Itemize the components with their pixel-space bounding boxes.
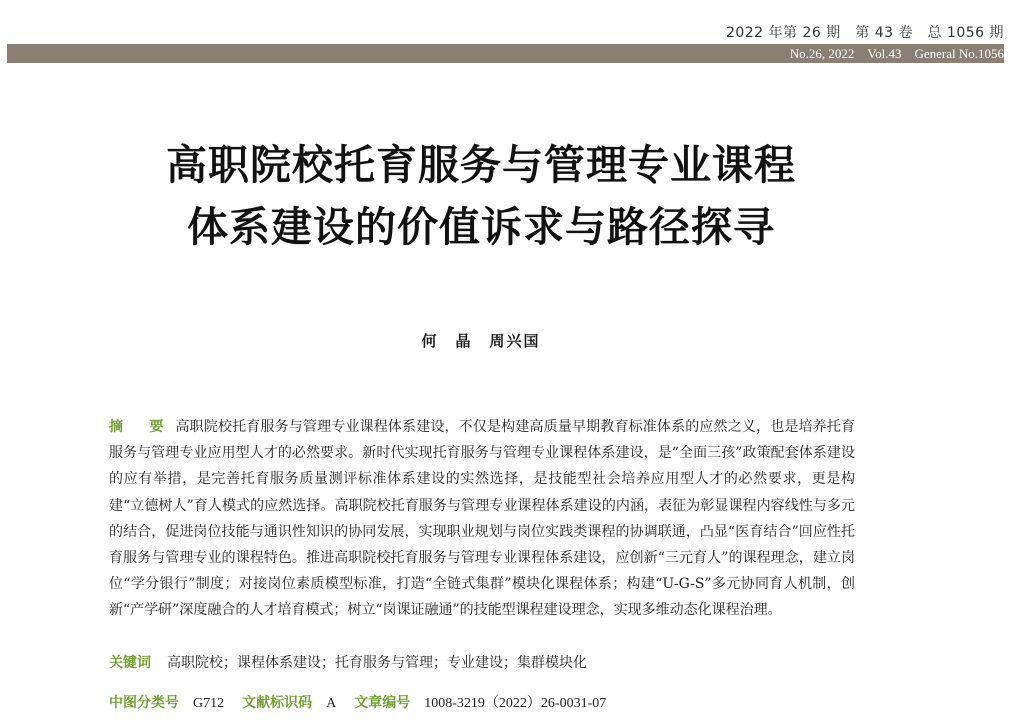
abstract-text: 高职院校托育服务与管理专业课程体系建设，不仅是构建高质量早期教育标准体系的应然之义，也是培养托育服务与管理专业应用型人才的必然要求。新时代实现托育服务与管理专业课程体系建设，是“全面三孩”政策配套体系建设的应有举措，是完善托育服务质量测评标准体系建设的实然选择，是技能型社会培养应用型人才的必然要求，更是构建“立德树人”育人模式的应然选择。高职院校托育服务与管理专业课程体系建设的内涵，表征为彰显课程内容线性与多元的结合，促进岗位技能与通识性知识的协同发展，实现职业规划与岗位实践类课程的协调联通，凸显“医育结合”回应性托育服务与管理专业的课程特色。推进高职院校托育服务与管理专业课程体系建设，应创新“三元育人”的课程理念，建立岗位“学分银行”制度；对接岗位素质模型标准，打造“全链式集群”模块化课程体系；构建“U-G-S”多元协同育人机制，创新“产学研”深度融合的人才培育模式；树立“岗课证融通”的技能型课程建设理念，实现多维动态化课程治理。 [109,419,856,619]
clc-label: 中图分类号 [109,695,179,711]
abstract-label: 摘 要 [109,419,170,435]
article-number-value: 1008-3219（2022）26-0031-07 [424,696,607,711]
keywords [109,652,855,672]
abstract [109,414,855,624]
keywords-label: 关键词 [109,655,151,671]
title-line-2: 体系建设的价值诉求与路径探寻 [187,203,775,251]
issue-info-chinese: 2022 年第 26 期 第 43 卷 总 1056 期 [725,25,1004,41]
article-number-label: 文章编号 [354,695,411,711]
authors: 何 晶 周兴国 [421,332,541,350]
issue-info-english: No.26, 2022 Vol.43 General No.1056 [789,46,1004,61]
title-line-1: 高职院校托育服务与管理专业课程 [166,141,796,189]
keywords-text: 高职院校；课程体系建设；托育服务与管理；专业建设；集群模块化 [167,655,587,671]
doc-code-value: A [326,696,337,711]
classification-row [109,692,855,712]
clc-value: G712 [193,696,225,711]
article-title [0,134,962,258]
doc-code-label: 文献标识码 [242,695,313,711]
